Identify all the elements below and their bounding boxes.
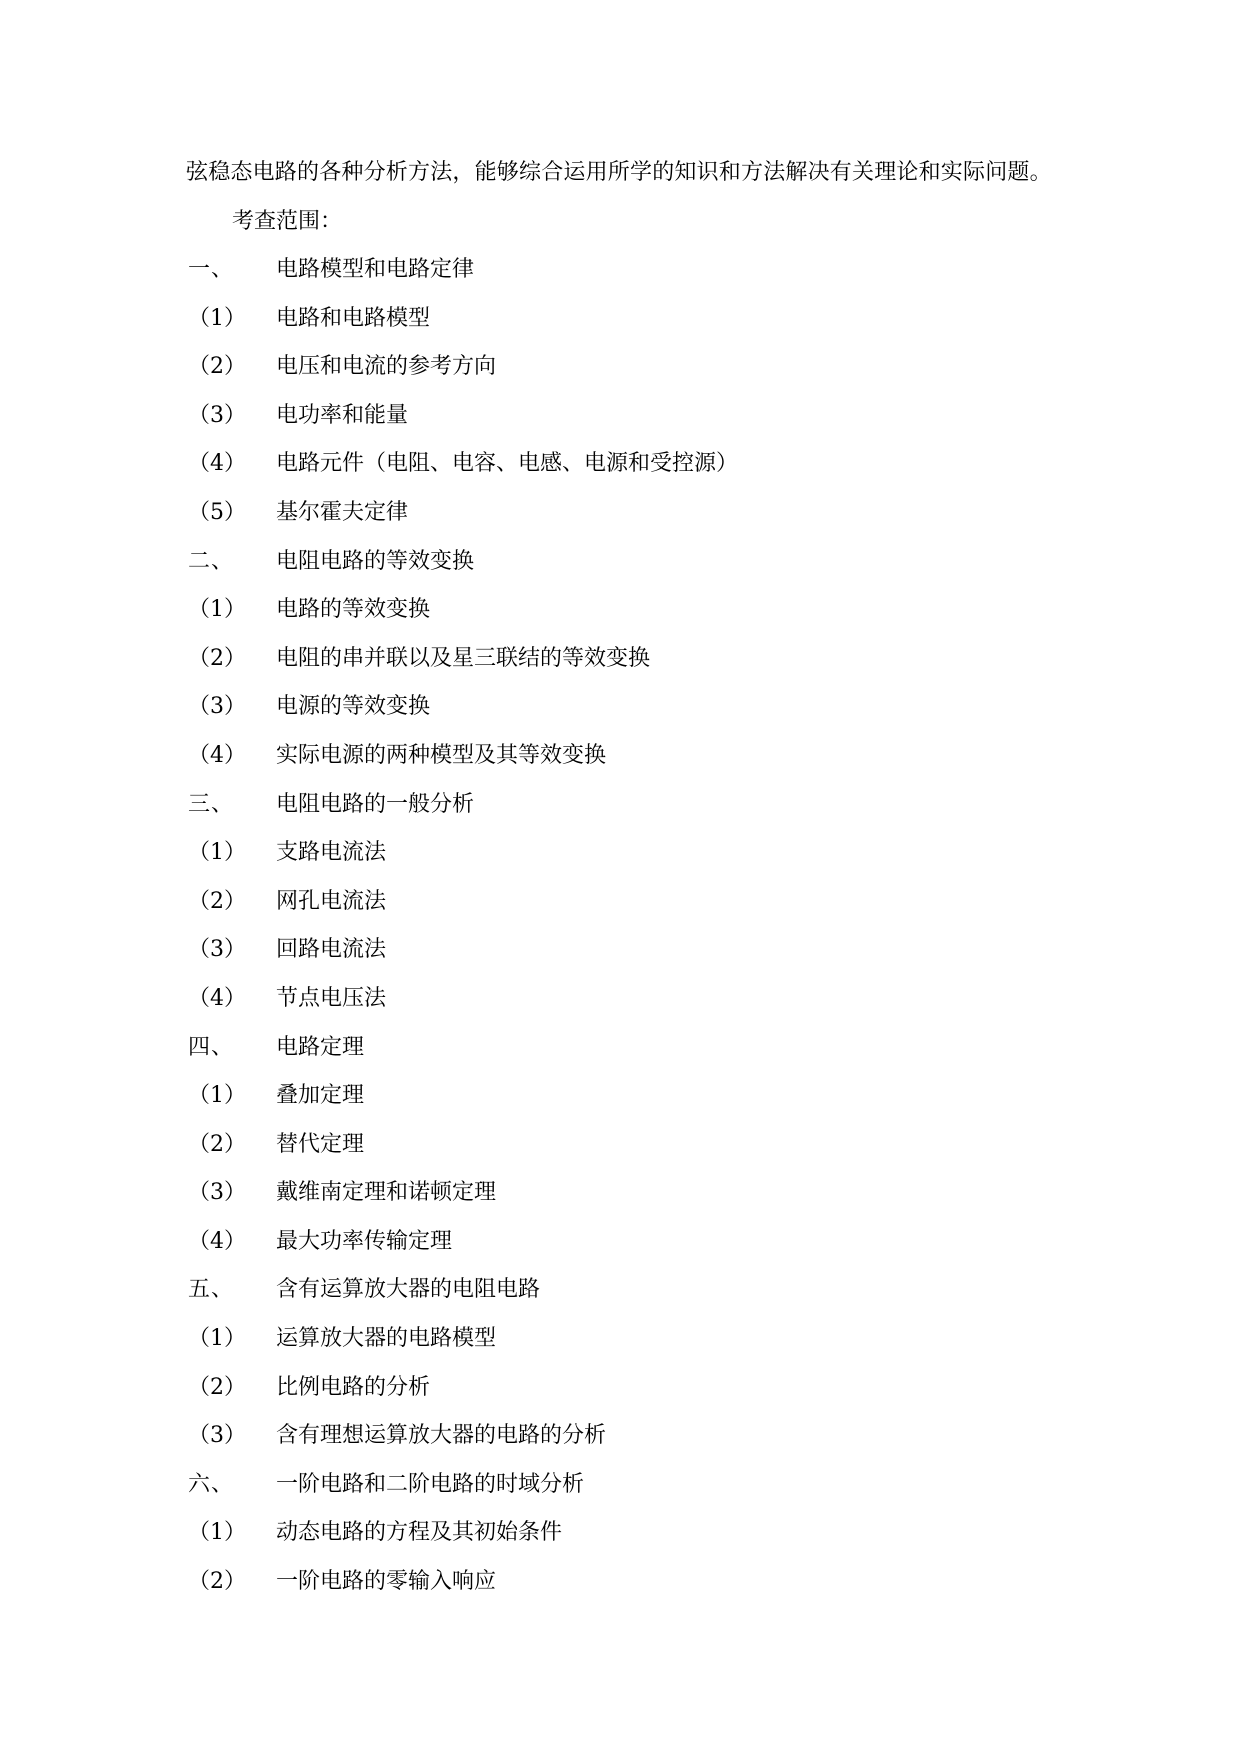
outline-item: [188, 692, 1088, 741]
section-title: 电路定理: [276, 1034, 365, 1060]
item-title: 动态电路的方程及其初始条件: [276, 1520, 563, 1546]
outline-section: [188, 255, 1088, 304]
outline-item: [188, 1178, 1088, 1227]
item-number: （2）: [188, 1131, 246, 1157]
outline-section: [188, 1470, 1088, 1519]
item-number: （4）: [188, 1228, 246, 1254]
outline-item: [188, 1227, 1088, 1276]
outline-item: [188, 1373, 1088, 1422]
item-title: 电路和电路模型: [276, 305, 431, 331]
outline-item: [188, 644, 1088, 693]
item-title: 电压和电流的参考方向: [276, 354, 497, 380]
outline-item: [188, 449, 1088, 498]
outline-item: [188, 838, 1088, 887]
outline-item: [188, 984, 1088, 1033]
item-title: 戴维南定理和诺顿定理: [276, 1180, 497, 1206]
outline-item: [188, 401, 1088, 450]
section-title: 电阻电路的等效变换: [276, 548, 475, 574]
section-number: 六、: [188, 1471, 235, 1497]
item-title: 实际电源的两种模型及其等效变换: [276, 742, 607, 768]
item-number: （4）: [188, 451, 246, 477]
item-number: （3）: [188, 1423, 246, 1449]
item-number: （1）: [188, 1326, 246, 1352]
section-title: 含有运算放大器的电阻电路: [276, 1277, 541, 1303]
section-title: 电路模型和电路定律: [276, 257, 475, 282]
section-title: 一阶电路和二阶电路的时域分析: [276, 1471, 585, 1497]
outline-item: [188, 1130, 1088, 1179]
item-title: 含有理想运算放大器的电路的分析: [276, 1423, 607, 1449]
item-title: 回路电流法: [276, 937, 387, 963]
item-number: （5）: [188, 499, 246, 525]
item-number: （2）: [188, 354, 246, 380]
outline-item: [188, 595, 1088, 644]
outline-section: [188, 1033, 1088, 1082]
outline-item: [188, 1518, 1088, 1567]
outline-item: [188, 887, 1088, 936]
item-title: 运算放大器的电路模型: [276, 1326, 497, 1352]
item-number: （4）: [188, 985, 246, 1011]
item-number: （3）: [188, 1180, 246, 1206]
item-title: 电源的等效变换: [276, 694, 431, 720]
item-number: （1）: [188, 840, 246, 866]
item-number: （3）: [188, 694, 246, 720]
item-title: 电阻的串并联以及星三联结的等效变换: [276, 645, 651, 671]
section-title: 电阻电路的一般分析: [276, 791, 475, 817]
item-title: 比例电路的分析: [276, 1374, 431, 1400]
item-title: 电路的等效变换: [276, 597, 431, 623]
item-title: 基尔霍夫定律: [276, 499, 409, 525]
section-number: 四、: [188, 1034, 235, 1060]
item-number: （2）: [188, 888, 246, 914]
item-number: （2）: [188, 1569, 246, 1595]
intro-paragraph: 弦稳态电路的各种分析方法，能够综合运用所学的知识和方法解决有关理论和实际问题。: [186, 160, 1052, 185]
outline-section: [188, 790, 1088, 839]
section-number: 二、: [188, 548, 235, 574]
outline-item: [188, 1081, 1088, 1130]
outline-item: [188, 352, 1088, 401]
item-number: （2）: [188, 645, 246, 671]
item-number: （4）: [188, 742, 246, 768]
syllabus-outline: [188, 255, 1088, 1616]
outline-item: [188, 1567, 1088, 1616]
item-number: （1）: [188, 1083, 246, 1109]
item-title: 支路电流法: [276, 840, 387, 866]
item-number: （3）: [188, 937, 246, 963]
item-number: （1）: [188, 305, 246, 331]
outline-item: [188, 1324, 1088, 1373]
section-number: 一、: [188, 257, 235, 282]
scope-heading: 考查范围：: [232, 209, 343, 234]
outline-item: [188, 1421, 1088, 1470]
item-number: （1）: [188, 1520, 246, 1546]
outline-section: [188, 1275, 1088, 1324]
item-title: 电路元件（电阻、电容、电感、电源和受控源）: [276, 451, 739, 477]
section-number: 五、: [188, 1277, 235, 1303]
item-title: 节点电压法: [276, 985, 387, 1011]
item-title: 电功率和能量: [276, 402, 409, 428]
outline-item: [188, 304, 1088, 353]
outline-item: [188, 935, 1088, 984]
outline-item: [188, 741, 1088, 790]
item-title: 替代定理: [276, 1131, 365, 1157]
outline-item: [188, 498, 1088, 547]
section-number: 三、: [188, 791, 235, 817]
item-title: 一阶电路的零输入响应: [276, 1569, 497, 1595]
item-title: 网孔电流法: [276, 888, 387, 914]
outline-section: [188, 547, 1088, 596]
item-number: （2）: [188, 1374, 246, 1400]
item-title: 叠加定理: [276, 1083, 365, 1109]
item-number: （3）: [188, 402, 246, 428]
item-title: 最大功率传输定理: [276, 1228, 453, 1254]
item-number: （1）: [188, 597, 246, 623]
